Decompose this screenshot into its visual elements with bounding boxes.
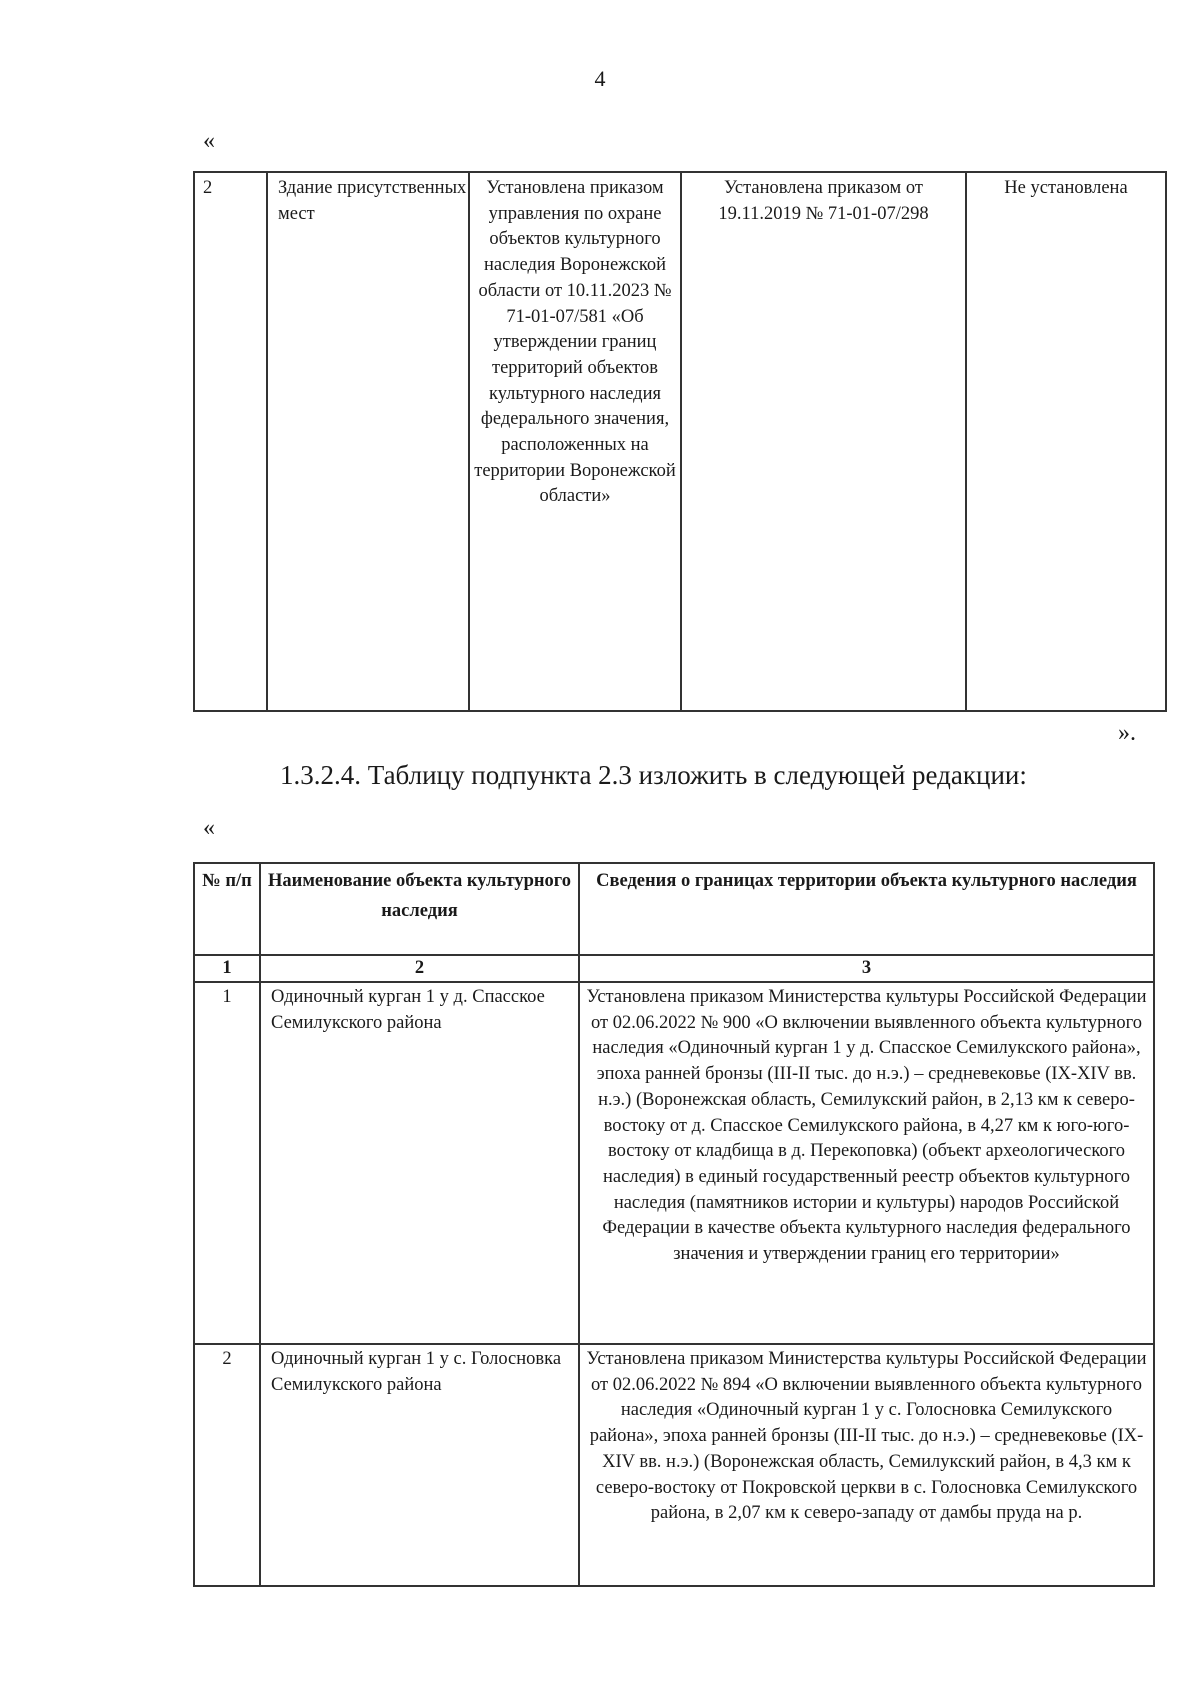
column-number-cell: 2 bbox=[260, 955, 579, 982]
row-number-cell: 1 bbox=[194, 982, 260, 1344]
table-row bbox=[194, 982, 1154, 1344]
object-name-cell: Одиночный курган 1 у с. Голосновка Семилукского района bbox=[260, 1344, 579, 1586]
object-name-cell bbox=[267, 172, 469, 711]
table-row bbox=[194, 1344, 1154, 1586]
object-name-cell: Одиночный курган 1 у д. Спасское Семилукского района bbox=[260, 982, 579, 1344]
territory-boundaries-text: Установлена приказом управления по охране объектов культурного наследия Воронежской области от 10.11.2023 № 71-01-07/581 «Об утверждении границ территорий объектов культурного наследия федерального значения, расположенных на территории Воронежской области» bbox=[474, 178, 676, 507]
heritage-objects-table bbox=[193, 862, 1155, 1587]
territory-boundaries-cell bbox=[469, 172, 681, 711]
instruction-paragraph: 1.3.2.4. Таблицу подпункта 2.3 изложить в следующей редакции: bbox=[280, 760, 1027, 790]
row-number-cell: 2 bbox=[194, 172, 267, 711]
cultural-heritage-table-continuation bbox=[193, 171, 1167, 712]
boundaries-info-cell: Установлена приказом Министерства культуры Российской Федерации от 02.06.2022 № 900 «О включении выявленного объекта культурного наследия «Одиночный курган 1 у д. Спасское Семилукского района», эпоха ранней бронзы (III-II тыс. до н.э.) – средневековье (IX-XIV вв. н.э.) (Воронежская область, Семилукский район, в 2,13 км к северо-востоку от д. Спасское Семилукского района, в 4,27 км к юго-юго-востоку от кладбища в д. Перекоповка) (объект археологического наследия) в единый государственный реестр объектов культурного наследия (памятников истории и культуры) народов Российской Федерации в качестве объекта культурного наследия федерального значения и утверждении границ его территории» bbox=[579, 982, 1154, 1344]
page-number: 4 bbox=[594, 66, 606, 91]
table-row bbox=[194, 172, 1166, 711]
protection-zones-text: Установлена приказом от 19.11.2019 № 71-01-07/298 bbox=[718, 178, 929, 224]
column-number-cell: 3 bbox=[579, 955, 1154, 982]
opening-quote: « bbox=[203, 815, 215, 841]
column-header-number: № п/п bbox=[194, 863, 260, 955]
table-header-row bbox=[194, 863, 1154, 955]
opening-quote: « bbox=[203, 128, 215, 154]
protection-zones-cell bbox=[681, 172, 966, 711]
row-number-cell: 2 bbox=[194, 1344, 260, 1586]
land-use-requirements-text: Не установлена bbox=[1004, 178, 1128, 198]
column-numbers-row bbox=[194, 955, 1154, 982]
column-header-object-name: Наименование объекта культурного наследия bbox=[260, 863, 579, 955]
column-header-boundaries-info: Сведения о границах территории объекта культурного наследия bbox=[579, 863, 1154, 955]
land-use-requirements-cell bbox=[966, 172, 1166, 711]
column-number-cell: 1 bbox=[194, 955, 260, 982]
boundaries-info-cell: Установлена приказом Министерства культуры Российской Федерации от 02.06.2022 № 894 «О включении выявленного объекта культурного наследия «Одиночный курган 1 у с. Голосновка Семилукского района», эпоха ранней бронзы (III-II тыс. до н.э.) – средневековье (IX-XIV вв. н.э.) (Воронежская область, Семилукский район, в 4,3 км к северо-востоку от Покровской церкви в с. Голосновка Семилукского района, в 2,07 км к северо-западу от дамбы пруда на р. bbox=[579, 1344, 1154, 1586]
object-name-text: Здание присутственных мест bbox=[278, 178, 467, 224]
closing-quote: ». bbox=[1118, 720, 1136, 746]
